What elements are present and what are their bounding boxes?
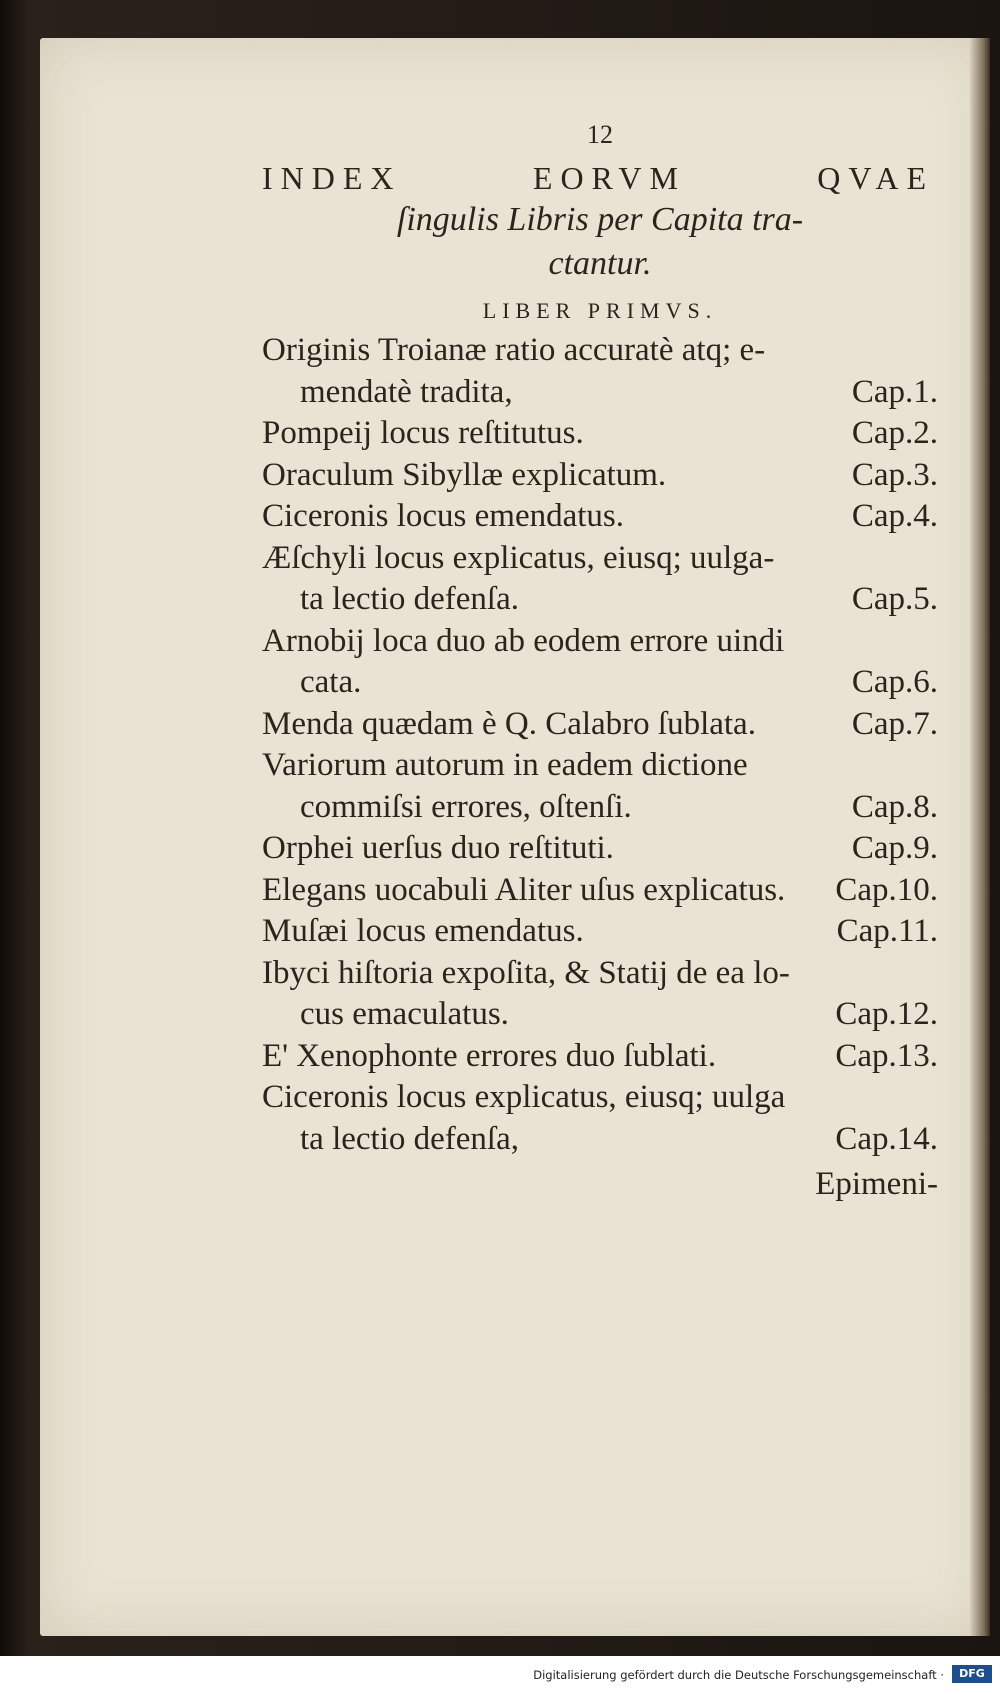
index-entry bbox=[262, 455, 938, 497]
chapter-number: Cap.8. bbox=[851, 788, 938, 825]
index-entry bbox=[262, 828, 938, 870]
chapter-number: Cap.10. bbox=[835, 871, 938, 908]
index-entry bbox=[262, 413, 938, 455]
chapter-index-list bbox=[262, 330, 938, 1160]
chapter-number: Cap.4. bbox=[851, 498, 938, 534]
entry-line bbox=[262, 413, 938, 455]
title-word: INDEX bbox=[262, 160, 402, 196]
index-subtitle-line: ctantur. bbox=[548, 245, 652, 282]
entry-line bbox=[262, 787, 938, 829]
chapter-number: Cap.11. bbox=[836, 913, 938, 949]
index-entry bbox=[262, 538, 938, 621]
entry-line bbox=[262, 496, 938, 538]
index-entry bbox=[262, 911, 938, 953]
entry-line bbox=[262, 372, 938, 414]
chapter-number: Cap.12. bbox=[835, 996, 938, 1032]
entry-text: Menda quædam è Q. Calabro ſublata. bbox=[262, 705, 756, 742]
chapter-number: Cap.1. bbox=[851, 373, 938, 410]
entry-text: ta lectio defenſa. bbox=[300, 581, 519, 617]
entry-line bbox=[262, 662, 938, 704]
entry-text: cata. bbox=[300, 664, 362, 700]
entry-line bbox=[262, 704, 938, 746]
index-entry bbox=[262, 745, 938, 828]
entry-line bbox=[262, 579, 938, 621]
index-subtitle-line: ſingulis Libris per Capita tra- bbox=[396, 201, 804, 238]
catchword: Epimeni- bbox=[815, 1166, 938, 1202]
chapter-number: Cap.14. bbox=[835, 1120, 938, 1157]
dfg-logo: DFG bbox=[952, 1665, 992, 1683]
entry-text: mendatè tradita, bbox=[300, 373, 513, 410]
book-spine bbox=[970, 38, 990, 1636]
index-entry bbox=[262, 1077, 938, 1160]
entry-text: Elegans uocabuli Aliter uſus explicatus. bbox=[262, 871, 786, 908]
entry-text: ta lectio defenſa, bbox=[300, 1120, 519, 1157]
entry-line bbox=[262, 538, 938, 580]
index-entry bbox=[262, 870, 938, 912]
entry-line bbox=[262, 330, 938, 372]
index-entry bbox=[262, 330, 938, 413]
entry-text: Orphei uerſus duo reſtituti. bbox=[262, 830, 614, 866]
entry-text: Originis Troianæ ratio accuratè atq; e- bbox=[262, 332, 766, 368]
chapter-number: Cap.3. bbox=[851, 456, 938, 493]
entry-text: Ibyci hiſtoria expoſita, & Statij de ea lo- bbox=[262, 954, 790, 991]
entry-text: Arnobij loca duo ab eodem errore uindi bbox=[262, 622, 785, 659]
chapter-number: Cap.6. bbox=[851, 664, 938, 700]
page-number: 12 bbox=[587, 120, 613, 149]
entry-line bbox=[262, 994, 938, 1036]
section-heading: LIBER PRIMVS. bbox=[482, 298, 718, 323]
entry-text: Muſæi locus emendatus. bbox=[262, 913, 584, 949]
chapter-number: Cap.13. bbox=[835, 1037, 938, 1074]
entry-line bbox=[262, 870, 938, 912]
entry-text: Æſchyli locus explicatus, eiusq; uulga- bbox=[262, 539, 775, 576]
entry-line bbox=[262, 621, 938, 663]
entry-line bbox=[262, 911, 938, 953]
book-page bbox=[40, 38, 990, 1636]
title-word: EORVM bbox=[532, 160, 686, 196]
entry-text: Variorum autorum in eadem dictione bbox=[262, 747, 748, 783]
entry-line bbox=[262, 953, 938, 995]
index-entry bbox=[262, 496, 938, 538]
entry-text: commiſsi errores, oſtenſi. bbox=[300, 788, 632, 825]
entry-text: cus emaculatus. bbox=[300, 996, 509, 1032]
index-entry bbox=[262, 1036, 938, 1078]
funding-credit: Digitalisierung gefördert durch die Deutsche Forschungsgemeinschaft · bbox=[533, 1668, 944, 1682]
index-title bbox=[262, 158, 938, 198]
title-word: QVAE bbox=[817, 160, 934, 196]
entry-line bbox=[262, 1119, 938, 1161]
chapter-number: Cap.2. bbox=[851, 415, 938, 451]
index-entry bbox=[262, 621, 938, 704]
entry-line bbox=[262, 1077, 938, 1119]
entry-line bbox=[262, 1036, 938, 1078]
entry-text: E' Xenophonte errores duo ſublati. bbox=[262, 1037, 717, 1074]
entry-text: Ciceronis locus explicatus, eiusq; uulga bbox=[262, 1079, 786, 1115]
index-entry bbox=[262, 953, 938, 1036]
chapter-number: Cap.5. bbox=[851, 581, 938, 617]
chapter-number: Cap.7. bbox=[851, 705, 938, 742]
entry-text: Pompeij locus reſtitutus. bbox=[262, 415, 584, 451]
chapter-number: Cap.9. bbox=[851, 830, 938, 866]
entry-text: Oraculum Sibyllæ explicatum. bbox=[262, 456, 667, 493]
digitization-footer bbox=[0, 1656, 1000, 1694]
index-entry bbox=[262, 704, 938, 746]
page-content bbox=[262, 120, 938, 1206]
entry-line bbox=[262, 828, 938, 870]
entry-line bbox=[262, 745, 938, 787]
entry-line bbox=[262, 455, 938, 497]
entry-text: Ciceronis locus emendatus. bbox=[262, 498, 625, 534]
